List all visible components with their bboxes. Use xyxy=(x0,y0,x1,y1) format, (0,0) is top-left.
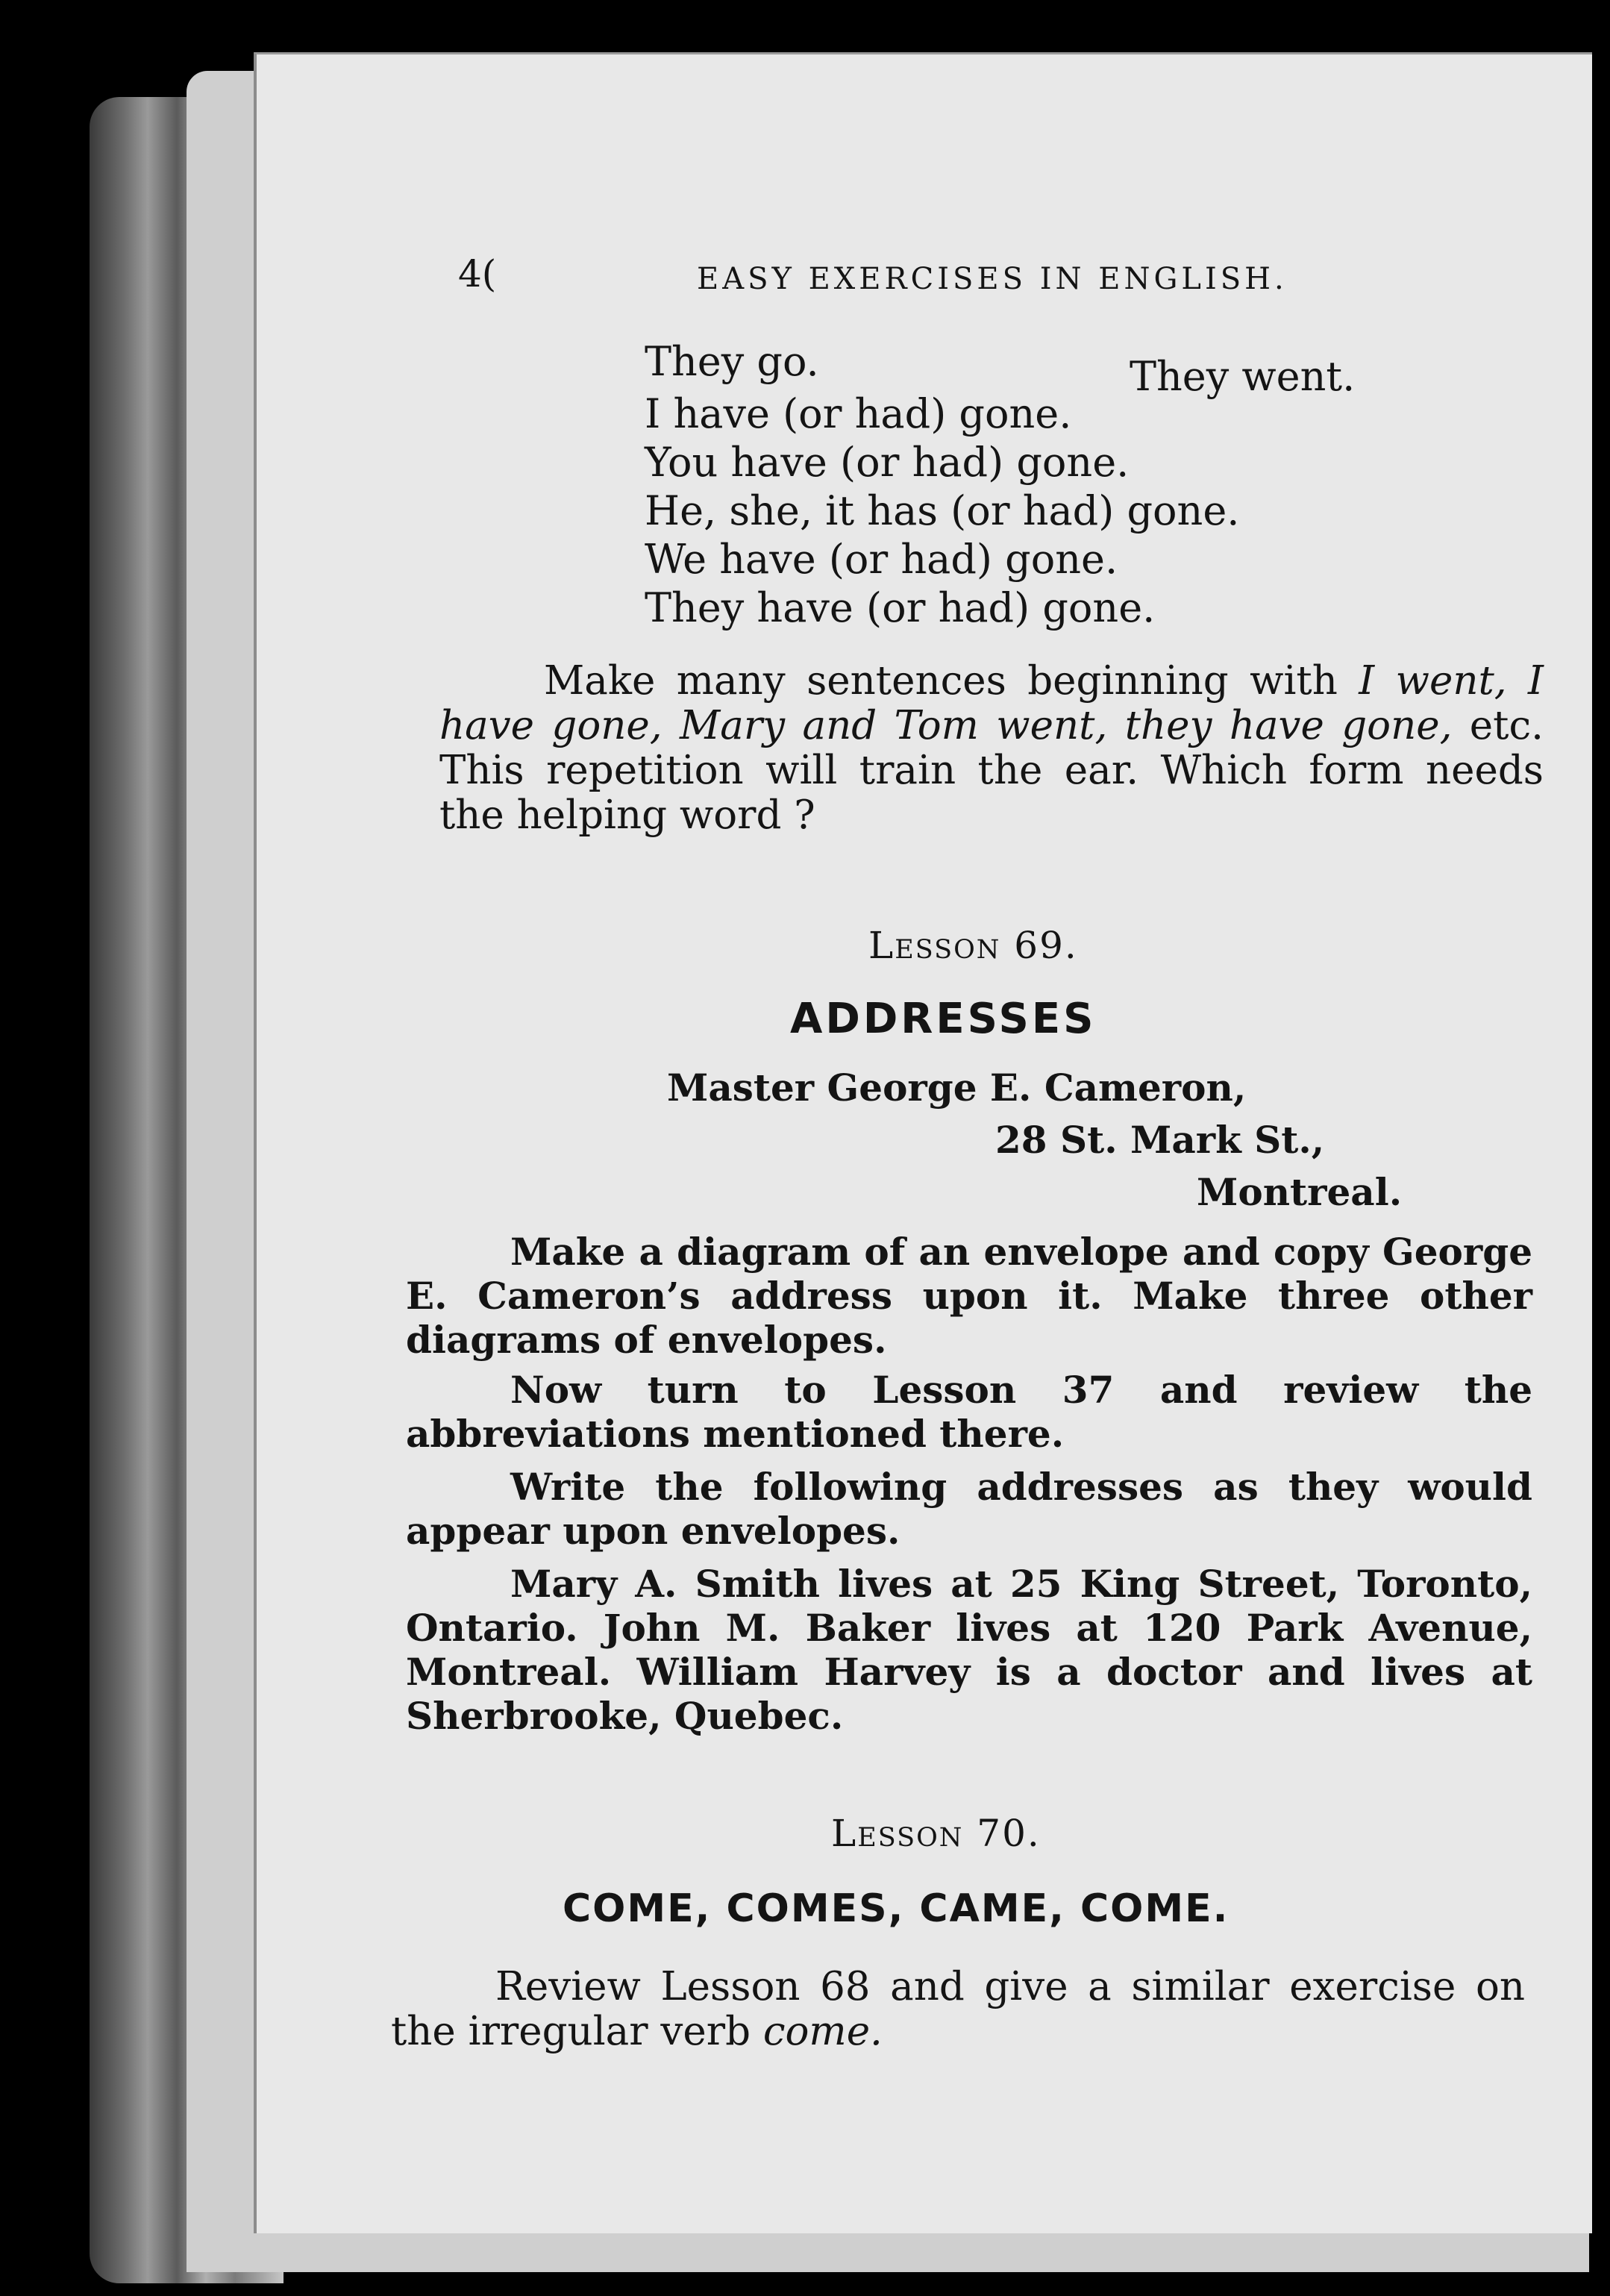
running-head: EASY EXERCISES IN ENGLISH. xyxy=(697,262,1288,296)
lesson-70-title: COME, COMES, CAME, COME. xyxy=(563,1886,1230,1931)
address-name: Master George E. Cameron, xyxy=(667,1066,1247,1110)
lesson-69-label: Lesson 69. xyxy=(868,924,1078,967)
conjugation-line: You have (or had) gone. xyxy=(645,439,1130,486)
lesson-70-text: Review Lesson 68 and give a similar exercise on the irregular verb xyxy=(391,1964,1525,2054)
exercise-text: etc. This repetition will train the ear. Which form needs the helping word ? xyxy=(439,703,1544,838)
conjugation-line: He, she, it has (or had) gone. xyxy=(645,487,1240,534)
lesson-69-paragraph: Make a diagram of an envelope and copy George E. Cameron’s address upon it. Make three other diagrams of envelopes. xyxy=(406,1230,1532,1362)
conjugation-they-go: They go. xyxy=(645,338,819,385)
lesson-69-paragraph: Write the following addresses as they would appear upon envelopes. xyxy=(406,1465,1532,1553)
exercise-italic-text: I went, I have gone, Mary and Tom went, they have gone, xyxy=(439,658,1544,748)
lesson-69-paragraph: Mary A. Smith lives at 25 King Street, Toronto, Ontario. John M. Baker lives at 120 Park Avenue, Montreal. William Harvey is a doctor and lives at Sherbrooke, Quebec. xyxy=(406,1562,1532,1738)
conjugation-line: I have (or had) gone. xyxy=(645,390,1072,437)
address-street: 28 St. Mark St., xyxy=(995,1118,1325,1162)
lesson-69-paragraph: Now turn to Lesson 37 and review the abbreviations mentioned there. xyxy=(406,1368,1532,1456)
address-city: Montreal. xyxy=(1197,1170,1403,1214)
page-number: 4( xyxy=(458,252,497,295)
book-page xyxy=(254,52,1592,2233)
exercise-paragraph xyxy=(439,659,1544,838)
lesson-70-label: Lesson 70. xyxy=(831,1812,1041,1855)
lesson-70-italic-text: come. xyxy=(762,2009,883,2054)
lesson-70-paragraph xyxy=(391,1965,1525,2054)
conjugation-line: They have (or had) gone. xyxy=(645,584,1156,631)
exercise-text: Make many sentences beginning with xyxy=(544,658,1359,704)
conjugation-line: We have (or had) gone. xyxy=(645,536,1118,583)
lesson-69-title: ADDRESSES xyxy=(790,995,1097,1043)
conjugation-they-went: They went. xyxy=(1130,353,1356,400)
